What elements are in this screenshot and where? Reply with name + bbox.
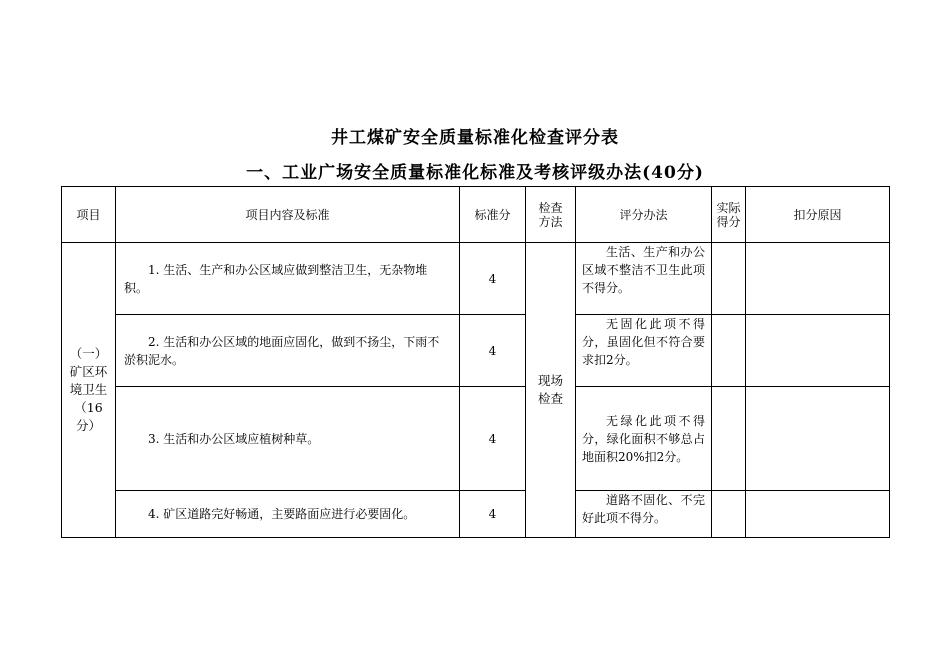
header-content: 项目内容及标准 (116, 187, 460, 243)
row-standard-score: 4 (460, 315, 526, 387)
row-content: 2. 生活和办公区域的地面应固化，做到不扬尘，下雨不淤积泥水。 (116, 315, 460, 387)
row-deduction-reason[interactable] (746, 491, 890, 538)
row-scoring-method: 无固化此项不得分，虽固化但不符合要求扣2分。 (576, 315, 712, 387)
row-content: 4. 矿区道路完好畅通，主要路面应进行必要固化。 (116, 491, 460, 538)
row-actual-score[interactable] (712, 243, 746, 315)
row-standard-score: 4 (460, 491, 526, 538)
section-subtitle: 一、工业广场安全质量标准化标准及考核评级办法(40分) (246, 163, 704, 183)
check-method-cell: 现场 检查 (526, 243, 576, 538)
header-item: 项目 (62, 187, 116, 243)
header-scoring-method: 评分办法 (576, 187, 712, 243)
row-content: 3. 生活和办公区域应植树种草。 (116, 387, 460, 491)
row-actual-score[interactable] (712, 491, 746, 538)
table-header-row (62, 187, 890, 243)
row-actual-score[interactable] (712, 315, 746, 387)
row-actual-score[interactable] (712, 387, 746, 491)
row-deduction-reason[interactable] (746, 315, 890, 387)
score-table (61, 186, 890, 538)
header-actual-score: 实际 得分 (712, 187, 746, 243)
header-deduction-reason: 扣分原因 (746, 187, 890, 243)
table-row (62, 243, 890, 315)
row-deduction-reason[interactable] (746, 387, 890, 491)
document-title: 井工煤矿安全质量标准化检查评分表 (331, 128, 619, 148)
row-deduction-reason[interactable] (746, 243, 890, 315)
table-row (62, 315, 890, 387)
header-standard-score: 标准分 (460, 187, 526, 243)
row-content: 1. 生活、生产和办公区域应做到整洁卫生，无杂物堆积。 (116, 243, 460, 315)
table-row (62, 387, 890, 491)
category-cell: （一） 矿区环 境卫生 （16 分） (62, 243, 116, 538)
table-row (62, 491, 890, 538)
row-scoring-method: 无绿化此项不得分，绿化面积不够总占地面积20%扣2分。 (576, 387, 712, 491)
row-scoring-method: 道路不固化、不完好此项不得分。 (576, 491, 712, 538)
row-standard-score: 4 (460, 387, 526, 491)
row-scoring-method: 生活、生产和办公区域不整洁不卫生此项不得分。 (576, 243, 712, 315)
header-check-method: 检查 方法 (526, 187, 576, 243)
row-standard-score: 4 (460, 243, 526, 315)
